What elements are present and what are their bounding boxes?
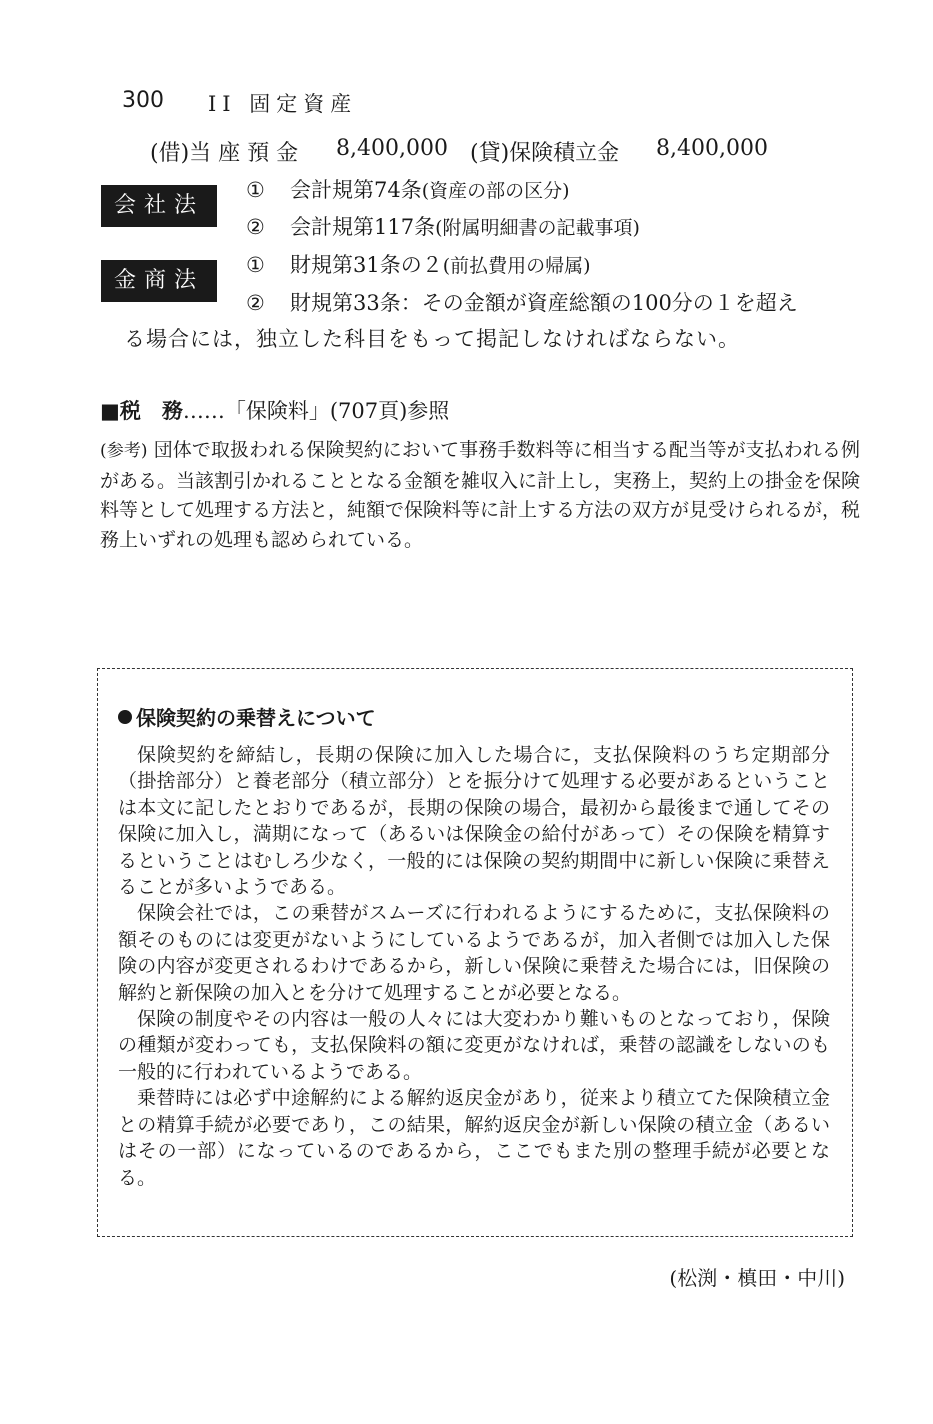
tax-marker: ■税 務 <box>100 399 183 423</box>
section-title: II 固定資産 <box>208 92 358 116</box>
item-note: (資産の部の区分) <box>421 180 570 202</box>
fiea-continuation: る場合には，独立した科目をもって掲記しなければならない。 <box>124 327 740 351</box>
tax-line <box>100 395 449 425</box>
journal-credit-amount: 8,400,000 <box>656 136 768 161</box>
bullet-icon <box>118 710 132 724</box>
item-text: 財規第33条：その金額が資産総額の100分の１を超え <box>290 291 798 315</box>
item-number: ② <box>246 291 265 315</box>
journal-debit-label: (借)当 座 預 金 <box>150 141 299 166</box>
column-paragraph: 乗替時には必ず中途解約による解約返戻金があり，従来より積立てた保険積立金との精算手続が必要であり，この結果，解約返戻金が新しい保険の積立金（あるいはその一部）になっているのであるから，ここでもまた別の整理手続が必要となる。 <box>118 1087 830 1189</box>
item-number: ① <box>246 253 265 277</box>
tax-reference: ……「保険料」(707頁)参照 <box>182 399 450 423</box>
company-law-item-1 <box>246 174 570 204</box>
fiea-tag: 金商法 <box>101 260 217 302</box>
journal-credit-label: (貸)保険積立金 <box>470 141 620 166</box>
column-body <box>118 742 830 1191</box>
column-paragraph: 保険の制度やその内容は一般の人々には大変わかり難いものとなっており，保険の種類が変わっても，支払保険料の額に変更がなければ，乗替の認識をしないのも一般的に行われているようである。 <box>118 1008 830 1083</box>
item-number: ① <box>246 178 265 202</box>
reference-text: 団体で取扱われる保険契約において事務手数料等に相当する配当等が支払われる例がある。当該割引かれることとなる金額を雑収入に計上し，実務上，契約上の掛金を保険料等として処理する方法と，純額で保険料等に計上する方法の双方が見受けられるが，税務上いずれの処理も認められている。 <box>100 439 861 551</box>
company-law-item-2 <box>246 211 640 241</box>
column-paragraph: 保険会社では，この乗替がスムーズに行われるようにするために，支払保険料の額そのものには変更がないようにしているようであるが，加入者側では加入した保険の内容が変更されるわけであるから，新しい保険に乗替えた場合には，旧保険の解約と新保険の加入とを分けて処理することが必要となる。 <box>118 902 830 1004</box>
item-text: 財規第31条の２ <box>290 253 443 277</box>
column-title-text: 保険契約の乗替えについて <box>136 706 376 730</box>
reference-paragraph <box>100 436 860 555</box>
column-title <box>118 702 376 731</box>
reference-label: (参考) <box>100 441 148 461</box>
item-number: ② <box>246 215 265 239</box>
item-note: (附属明細書の記載事項) <box>435 217 640 239</box>
fiea-item-1 <box>246 249 591 279</box>
journal-debit-amount: 8,400,000 <box>336 136 448 161</box>
item-text: 会計規第74条 <box>290 178 422 202</box>
column-paragraph: 保険契約を締結し，長期の保険に加入した場合に，支払保険料のうち定期部分（掛捨部分）と養老部分（積立部分）とを振分けて処理する必要があるということは本文に記したとおりであるが，長期の保険の場合，最初から最後まで通してその保険に加入し，満期になって（あるいは保険金の給付があって）その保険を精算するということはむしろ少なく，一般的には保険の契約期間中に新しい保険に乗替えることが多いようである。 <box>118 744 830 899</box>
authors: (松渕・槙田・中川) <box>669 1266 845 1290</box>
page-number: 300 <box>122 88 164 113</box>
company-law-tag: 会社法 <box>101 185 217 227</box>
fiea-item-2 <box>246 287 798 317</box>
item-note: (前払費用の帰属) <box>442 255 591 277</box>
item-text: 会計規第117条 <box>290 215 436 239</box>
